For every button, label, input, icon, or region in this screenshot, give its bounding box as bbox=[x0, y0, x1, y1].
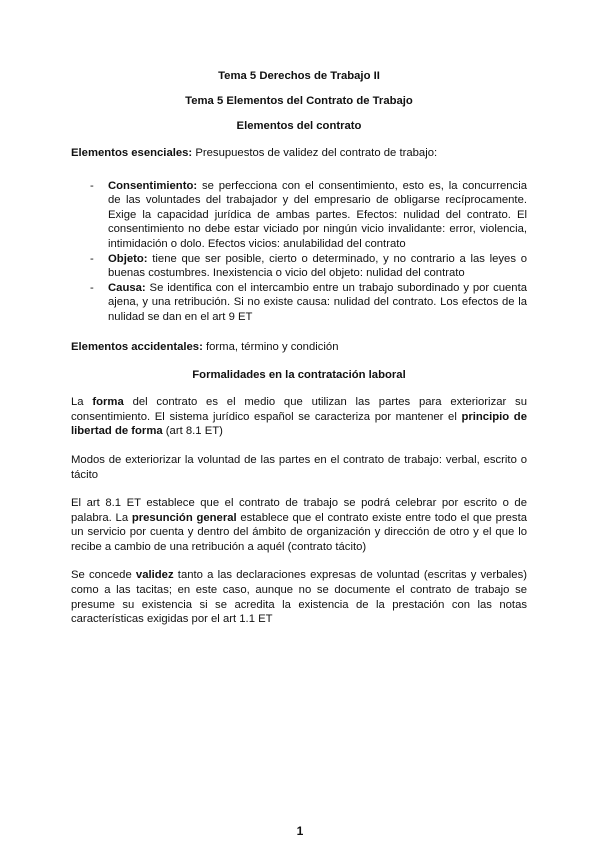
item-label: Consentimiento: bbox=[108, 179, 198, 192]
bold-validez: validez bbox=[135, 569, 174, 582]
page-number: 1 bbox=[296, 824, 304, 838]
text-run: tanto a las declaraciones expresas de voluntad (escritas y verbales) como a las tacitas; en este caso, aunque no se documente el contrato de trabajo se presume su existencia si se acredita la existencia de la prestación con las notas características exigidas por el art 1.1 ET bbox=[71, 569, 527, 626]
doc-title: Tema 5 Derechos de Trabajo II bbox=[218, 70, 380, 82]
item-label: Causa: bbox=[108, 281, 146, 294]
esenciales-label: Elementos esenciales: bbox=[71, 147, 193, 159]
dash-bullet: - bbox=[90, 252, 94, 265]
accidentales-label: Elementos accidentales: bbox=[71, 340, 203, 353]
text-run: La bbox=[71, 396, 93, 409]
dash-bullet: - bbox=[90, 281, 94, 294]
list-item-causa bbox=[71, 281, 527, 325]
modos-paragraph: Modos de exteriorizar la voluntad de las partes en el contrato de trabajo: verbal, escrito o tácito bbox=[71, 453, 527, 481]
esenciales-text: Presupuestos de validez del contrato de trabajo: bbox=[192, 147, 438, 159]
item-label: Objeto: bbox=[108, 252, 148, 265]
document-page bbox=[71, 62, 527, 627]
presuncion-paragraph bbox=[71, 496, 527, 554]
text-run: El art 8.1 ET establece que el contrato de trabajo se podrá celebrar por escrito o de palabra. La bbox=[71, 497, 527, 524]
accidentales-text: forma, término y condición bbox=[202, 340, 339, 353]
text-run: establece que el contrato existe entre todo el que presta un servicio por cuenta y dentro del ámbito de organización y dirección de otro y el que lo recibe a cambio de una retribución a aquél (contrato tácito) bbox=[71, 511, 527, 553]
bold-principio: principio de libertad de forma bbox=[71, 410, 527, 438]
text-run: del contrato es el medio que utilizan las partes para exteriorizar su consentimiento. El sistema jurídico español se caracteriza por mantener el bbox=[71, 396, 527, 423]
esenciales-paragraph bbox=[71, 146, 527, 161]
validez-paragraph bbox=[71, 568, 527, 626]
elements-list bbox=[71, 179, 527, 325]
dash-bullet: - bbox=[90, 179, 94, 192]
forma-paragraph bbox=[71, 395, 527, 439]
list-item-objeto bbox=[71, 252, 527, 281]
subsection-title: Elementos del contrato bbox=[236, 120, 362, 132]
item-text: se perfecciona con el consentimiento, esto es, la concurrencia de las voluntades del trabajador y del empresario de obligarse recíprocamente. Exige la capacidad jurídica de ambas partes. Efectos: nulidad del contrato. El consentimiento no debe estar viciado por ningún vicio invalidante: error, violencia, intimidación o dolo. Efectos vicios: anulabilidad del contrato bbox=[108, 179, 527, 250]
item-text: tiene que ser posible, cierto o determinado, y no contrario a las leyes o buenas costumbres. Inexistencia o vicio del objeto: nulidad del contrato bbox=[108, 252, 527, 280]
section-title: Tema 5 Elementos del Contrato de Trabajo bbox=[185, 95, 413, 107]
text-run: (art 8.1 ET) bbox=[162, 425, 223, 438]
accidentales-paragraph bbox=[71, 340, 527, 355]
text-run: Se concede bbox=[71, 569, 136, 582]
list-item-consentimiento bbox=[71, 179, 527, 252]
formalidades-title: Formalidades en la contratación laboral bbox=[192, 369, 406, 382]
item-text: Se identifica con el intercambio entre un trabajo subordinado y por cuenta ajena, y una retribución. Si no existe causa: nulidad del contrato. Los efectos de la nulidad se dan en el art 9 ET bbox=[108, 281, 527, 323]
bold-presuncion: presunción general bbox=[131, 511, 237, 524]
bold-forma: forma bbox=[92, 396, 124, 409]
